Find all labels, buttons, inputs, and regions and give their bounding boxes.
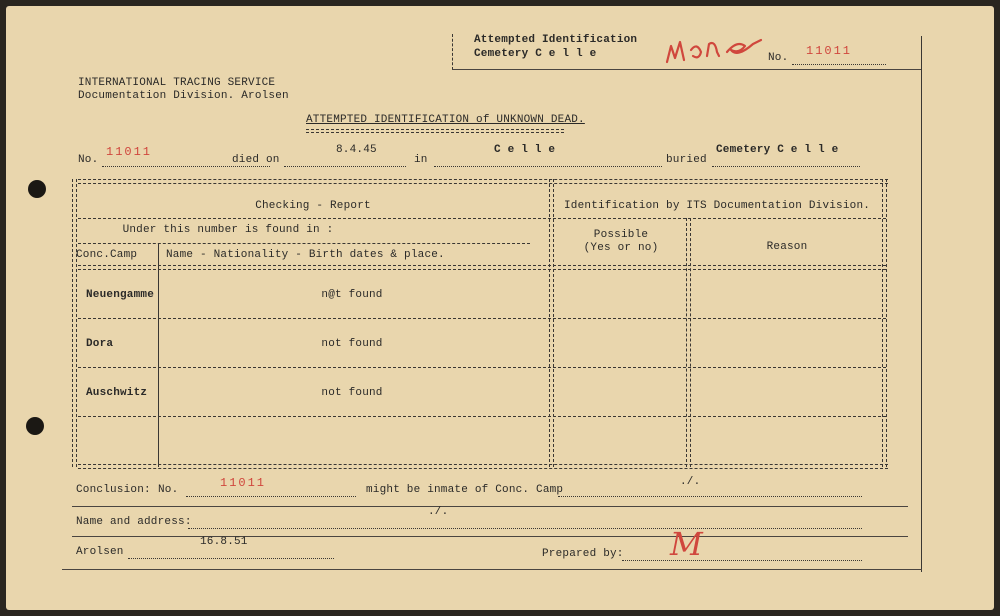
found-in-label: Under this number is found in : xyxy=(122,224,334,236)
row-camp: Neuengamme xyxy=(86,289,155,301)
title-double-underline xyxy=(306,129,564,133)
checking-header: Checking - Report xyxy=(255,200,371,212)
index-card xyxy=(6,6,994,610)
tab-no-dots xyxy=(792,64,886,65)
table-top-border xyxy=(78,179,888,184)
identification-header: Identification by ITS Documentation Division. xyxy=(564,200,871,212)
record-no-value: 11011 xyxy=(106,145,153,159)
died-label: died on xyxy=(232,154,280,166)
handwritten-signature: M xyxy=(670,525,703,563)
possible-divider xyxy=(686,218,691,467)
tab-left-border xyxy=(452,34,453,70)
tab-bottom-border xyxy=(452,69,921,70)
name-address-dots xyxy=(188,528,862,529)
table-bottom-border xyxy=(78,464,888,469)
conclusion-no-dots xyxy=(186,496,356,497)
died-value: 8.4.45 xyxy=(336,144,377,156)
conclusion-text: might be inmate of Conc. Camp xyxy=(366,484,564,496)
buried-value: Cemetery C e l l e xyxy=(716,144,839,156)
row-camp: Auschwitz xyxy=(86,387,148,399)
died-dots xyxy=(284,166,406,167)
card-bottom-border xyxy=(62,569,922,570)
conclusion-no-label: No. xyxy=(158,484,179,496)
name-address-label: Name and address: xyxy=(76,516,192,528)
table-left-border xyxy=(72,179,77,467)
in-value: C e l l e xyxy=(494,144,556,156)
buried-dots xyxy=(712,166,860,167)
camp-column-divider xyxy=(158,244,159,467)
row-result: n@t found xyxy=(321,289,383,301)
buried-label: buried xyxy=(666,154,707,166)
col-reason-header: Reason xyxy=(766,241,808,253)
section-divider xyxy=(549,179,554,467)
in-label: in xyxy=(414,154,428,166)
name-address-value: ./. xyxy=(428,506,449,518)
table-right-border xyxy=(882,179,887,467)
found-in-underline xyxy=(78,243,530,244)
conclusion-separator xyxy=(72,506,908,507)
division-name: Documentation Division. Arolsen xyxy=(78,90,289,102)
footer-date-dots xyxy=(128,558,334,559)
conclusion-label: Conclusion: xyxy=(76,484,151,496)
record-no-label: No. xyxy=(78,154,99,166)
prepared-by-dots xyxy=(622,560,862,561)
tab-no-label: No. xyxy=(768,52,789,64)
conclusion-value: ./. xyxy=(680,476,701,488)
prepared-by-label: Prepared by: xyxy=(542,548,624,560)
tab-line-1: Attempted Identification xyxy=(474,34,638,46)
in-dots xyxy=(434,166,662,167)
col-name-header: Name - Nationality - Birth dates & place. xyxy=(166,249,445,261)
col-camp-header: Conc.Camp xyxy=(76,249,138,261)
footer-place: Arolsen xyxy=(76,546,124,558)
row-result: not found xyxy=(321,387,383,399)
card-right-border xyxy=(921,36,922,572)
org-name: INTERNATIONAL TRACING SERVICE xyxy=(78,77,276,89)
tab-line-2: Cemetery C e l l e xyxy=(474,48,597,60)
handwritten-none xyxy=(661,26,771,68)
footer-date: 16.8.51 xyxy=(200,536,248,548)
page-title: ATTEMPTED IDENTIFICATION of UNKNOWN DEAD. xyxy=(306,114,585,126)
row-divider xyxy=(78,367,886,368)
name-address-separator xyxy=(72,536,908,537)
row-result: not found xyxy=(321,338,383,350)
conclusion-dots xyxy=(558,496,862,497)
record-no-dots xyxy=(102,166,270,167)
tab-no-value: 11011 xyxy=(806,44,853,58)
conclusion-no-value: 11011 xyxy=(220,476,267,490)
row-divider xyxy=(78,416,886,417)
row-divider xyxy=(78,318,886,319)
header-divider xyxy=(78,218,886,219)
row-camp: Dora xyxy=(86,338,114,350)
column-header-bottom xyxy=(78,265,886,270)
punch-hole-top xyxy=(28,180,46,198)
col-possible-header: Possible (Yes or no) xyxy=(583,229,659,254)
punch-hole-bottom xyxy=(26,417,44,435)
